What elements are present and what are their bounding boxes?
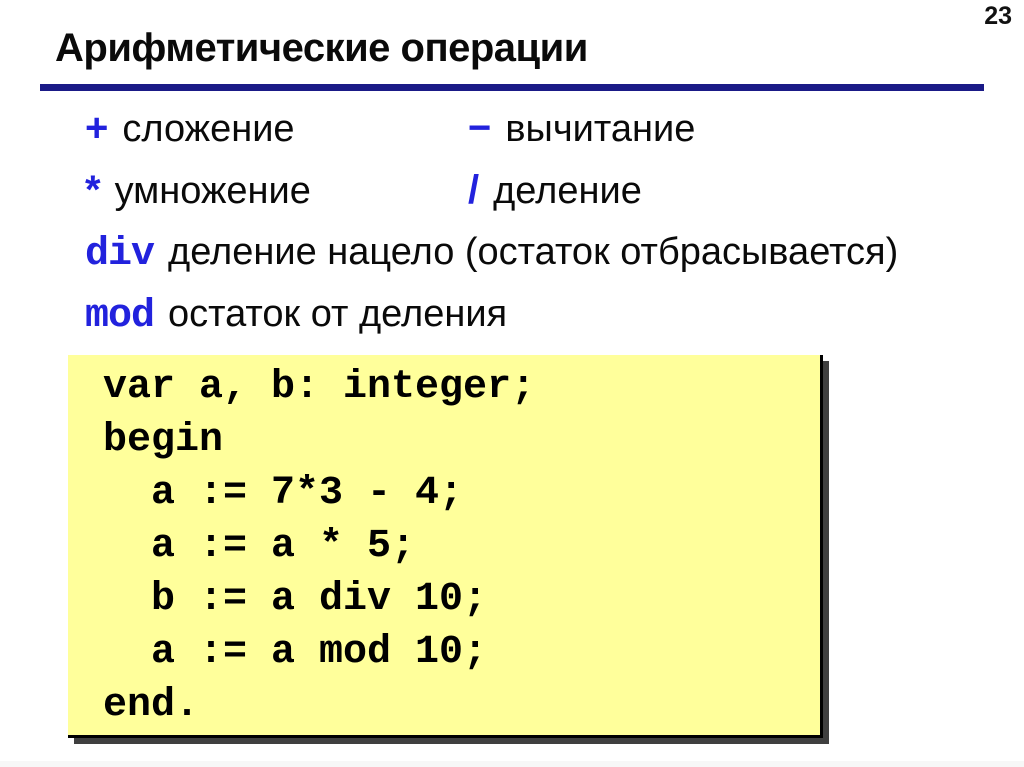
operation-modulo xyxy=(85,289,507,347)
page-number: 23 xyxy=(984,2,1012,30)
div-keyword: div xyxy=(85,232,155,277)
slash-operator: / xyxy=(468,168,480,212)
code-line: begin xyxy=(103,418,224,463)
mod-keyword: mod xyxy=(85,294,155,339)
asterisk-operator: * xyxy=(85,168,101,212)
operation-integer-division xyxy=(85,227,898,285)
operation-label: остаток от деления xyxy=(168,293,508,335)
operation-label: деление xyxy=(493,170,642,212)
minus-operator: − xyxy=(468,106,492,150)
operation-division xyxy=(468,165,642,224)
code-line: a := 7*3 - 4; xyxy=(103,471,464,516)
operations-row-div xyxy=(0,227,1024,277)
code-line: b := a div 10; xyxy=(103,577,488,622)
code-line: end. xyxy=(103,683,200,728)
operation-addition xyxy=(85,103,295,162)
code-line: a := a * 5; xyxy=(103,524,416,569)
operations-row-mod xyxy=(0,289,1024,339)
operations-row-1 xyxy=(0,103,1024,153)
operation-label: умножение xyxy=(114,170,311,212)
bottom-edge xyxy=(0,761,1024,767)
title-underline xyxy=(40,84,984,91)
operation-label: сложение xyxy=(122,108,295,150)
operation-subtraction xyxy=(468,103,695,162)
operation-label: деление нацело (остаток отбрасывается) xyxy=(168,231,899,273)
pascal-code-block xyxy=(68,355,823,738)
code-line: a := a mod 10; xyxy=(103,630,488,675)
code-line: var a, b: integer; xyxy=(103,365,536,410)
operation-multiplication xyxy=(85,165,311,224)
operation-label: вычитание xyxy=(505,108,696,150)
plus-operator: + xyxy=(85,106,109,150)
operations-row-2 xyxy=(0,165,1024,215)
slide-title: Арифметические операции xyxy=(55,26,588,70)
